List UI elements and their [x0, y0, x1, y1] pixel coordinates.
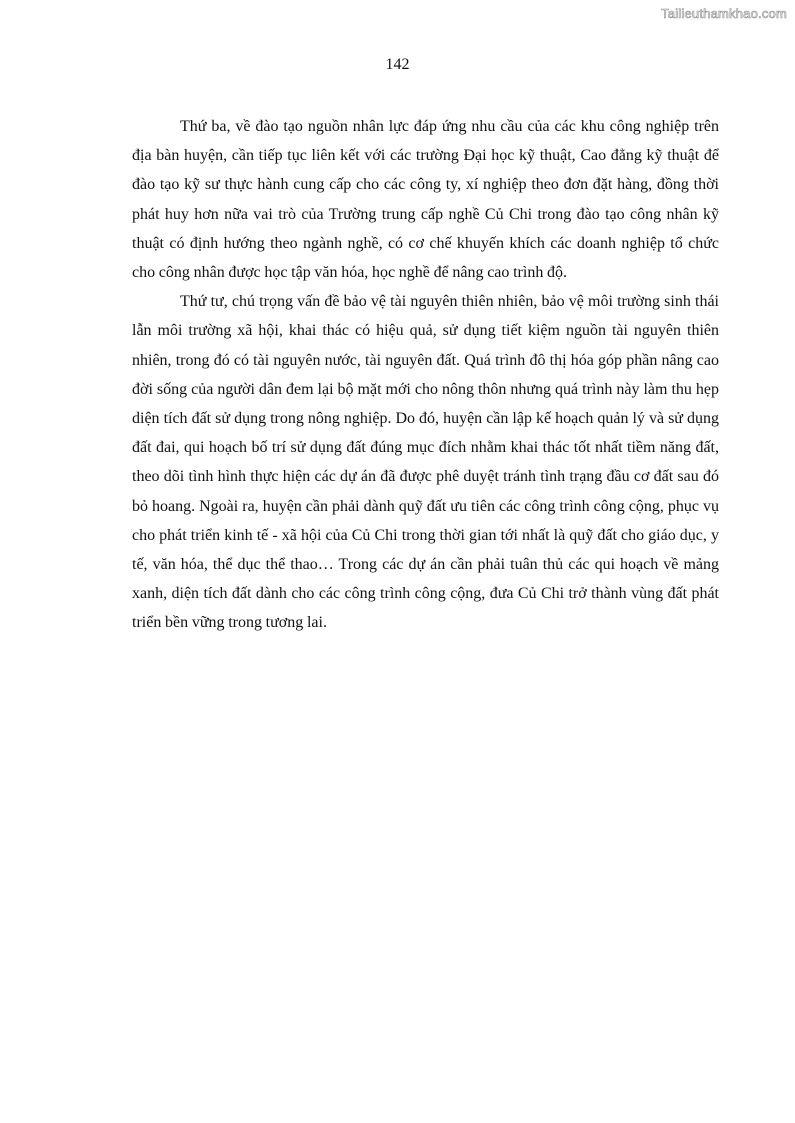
paragraph-thu-ba: Thứ ba, về đào tạo nguồn nhân lực đáp ứng nhu cầu của các khu công nghiệp trên địa bàn huyện, cần tiếp tục liên kết với các trường Đại học kỹ thuật, Cao đẳng kỹ thuật để đào tạo kỹ sư thực hành cung cấp cho các công ty, xí nghiệp theo đơn đặt hàng, đồng thời phát huy hơn nữa vai trò của Trường trung cấp nghề Củ Chi trong đào tạo công nhân kỹ thuật có định hướng theo ngành nghề, có cơ chế khuyến khích các doanh nghiệp tổ chức cho công nhân được học tập văn hóa, học nghề để nâng cao trình độ.	[132, 118, 719, 282]
page-number: 142	[385, 56, 410, 73]
watermark: Tailieuthamkhao.com	[661, 6, 787, 21]
paragraph-thu-tu: Thứ tư, chú trọng vấn đề bảo vệ tài nguyên thiên nhiên, bảo vệ môi trường sinh thái lẫn môi trường xã hội, khai thác có hiệu quả, sử dụng tiết kiệm nguồn tài nguyên thiên nhiên, trong đó có tài nguyên nước, tài nguyên đất. Quá trình đô thị hóa góp phần nâng cao đời sống của người dân đem lại bộ mặt mới cho nông thôn nhưng quá trình này làm thu hẹp diện tích đất sử dụng trong nông nghiệp. Do đó, huyện cần lập kế hoạch quản lý và sử dụng đất đai, qui hoạch bố trí sử dụng đất đúng mục đích nhằm khai thác tốt nhất tiềm năng đất, theo dõi tình hình thực hiện các dự án đã được phê duyệt tránh tình trạng đầu cơ đất sau đó bỏ hoang. Ngoài ra, huyện cần phải dành quỹ đất ưu tiên các công trình công cộng, phục vụ cho phát triển kinh tế - xã hội của Củ Chi trong thời gian tới nhất là quỹ đất cho giáo dục, y tế, văn hóa, thể dục thể thao… Trong các dự án cần phải tuân thủ các qui hoạch về mảng xanh, diện tích đất dành cho các công trình công cộng, đưa Củ Chi trở thành vùng đất phát triển bền vững trong tương lai.	[132, 293, 719, 632]
document-body	[132, 112, 719, 638]
